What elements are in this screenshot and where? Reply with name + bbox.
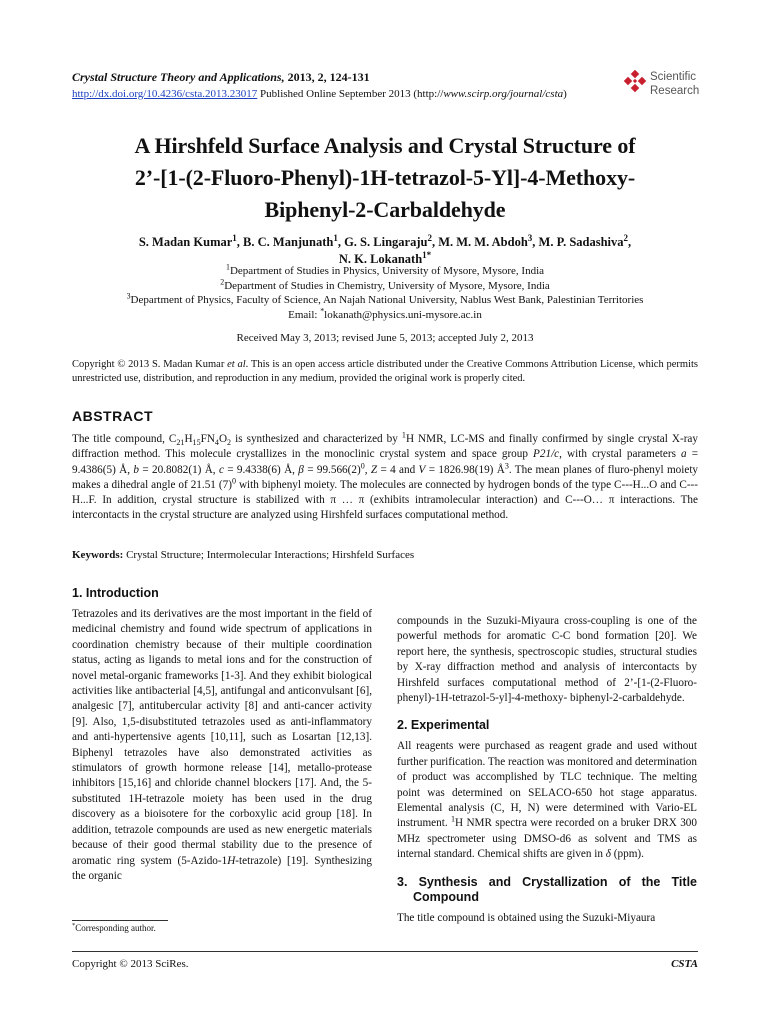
journal-name: Crystal Structure Theory and Applications — [72, 70, 282, 84]
author-affil-sup: 2 — [623, 232, 629, 243]
journal-separator: , — [281, 70, 288, 84]
param-value: = 4 and — [377, 463, 419, 476]
email-line — [60, 305, 710, 323]
affiliation — [60, 264, 710, 279]
abstract-frag: The title compound, C — [72, 433, 177, 445]
copyright-etal: et al — [227, 359, 246, 370]
section-heading-experimental: 2. Experimental — [397, 718, 490, 733]
abstract-frag: H — [184, 433, 193, 445]
intro-text: Tetrazoles and its derivatives are the most important in the field of medicinal chemistry and found wide spectrum of applications in coordination chemistry because of their multiple coordination status, acting as ligands to metal ions and for the construction of novel metal-organic frameworks [1-3]. And they exhibit biological activities like antibacterial [4,5], antifungal and anticonvulsant [6], analgesic [7], antitubercular activity [8] and anti-cancer activity [9]. Also, 1,5-disubstituted tetrazoles used as anti-inflammatory and anti-hypertensive agents [10,11], such as Losartan [12,13]. Biphenyl tetrazoles have also demonstrated activities as stimulators of growth hormone release [14], metallo-protease inhibitors [15,16] and chloride channel blockers [17]. And, the 5-substituted 1H-tetrazole moiety has been used in the drug discovery as a bioisotere for the corboxylic acid group [18]. In addition, tetrazole compounds are used as new energetic materials because of their good thermal stability due to the presence of aromatic ring system (5-Azido-1 — [72, 608, 372, 867]
author: S. Madan Kumar — [138, 235, 233, 249]
author-affil-sup: 1 — [232, 232, 237, 243]
abstract-text — [72, 432, 698, 524]
author: M. M. M. Abdoh — [438, 235, 528, 249]
published-text: Published Online September 2013 (http:// — [257, 88, 444, 100]
journal-header — [72, 70, 702, 101]
exp-text: H NMR spectra were recorded on a bruker DRX 300 MHz spectrometer using DMSO-d6 as solvent and TMS as internal standard. Chemical shifts are given in — [397, 817, 697, 861]
space-group: P21/c — [533, 448, 560, 461]
journal-citation — [72, 70, 702, 85]
abstract-heading: ABSTRACT — [72, 408, 153, 424]
footer-divider — [72, 951, 698, 952]
copyright-notice — [72, 358, 698, 386]
footer-journal-abbrev: CSTA — [671, 958, 698, 970]
keywords-text: Crystal Structure; Intermolecular Interactions; Hirshfeld Surfaces — [123, 549, 415, 561]
affiliation-sup: 2 — [220, 276, 225, 286]
author: N. K. Lokanath — [338, 252, 423, 266]
affiliation-sup: 3 — [126, 291, 131, 301]
affiliation-text: Department of Studies in Chemistry, University of Mysore, Mysore, India — [224, 279, 550, 292]
formula-sub: 21 — [176, 438, 185, 448]
affiliation-text: Department of Studies in Physics, University of Mysore, Mysore, India — [229, 265, 545, 277]
abstract-frag: with biphenyl moiety. The molecules are connected by hydrogen bonds of the type C---H...O and C---H...F. In addition, crystal structure is stabilized with π … π (exhibits intramolecular interaction) and C---O… π interactions. The intercontacts in the crystal structure are analyzed using Hirshfeld surfaces computational method. — [72, 478, 698, 522]
intro-italic: H — [227, 854, 236, 867]
nmr-sup: 1 — [451, 814, 456, 824]
volume-sup: 3 — [504, 460, 509, 470]
param-symbol: Z — [370, 463, 378, 476]
author-affil-sup: 3 — [527, 232, 533, 243]
footnote-sup: * — [72, 922, 76, 929]
abstract-frag: O — [218, 433, 228, 445]
author: G. S. Lingaraju — [344, 235, 428, 249]
param-value: = 9.4386(5) Å, — [72, 448, 699, 476]
email-label: Email: — [288, 308, 321, 321]
footer-copyright: Copyright © 2013 SciRes. — [72, 958, 189, 970]
author-affil-sup: 1* — [422, 249, 432, 260]
param-symbol: b — [133, 463, 139, 476]
nmr-sup: 1 — [401, 430, 406, 440]
keywords-label: Keywords: — [72, 549, 124, 561]
published-end: ) — [563, 88, 567, 100]
affiliation-sup: 1 — [225, 262, 230, 272]
title-line-2: 2’-[1-(2-Fluoro-Phenyl)-1H-tetrazol-5-Yl]-4-Methoxy- — [134, 165, 636, 190]
footnote-text: Corresponding author. — [75, 923, 156, 933]
intro-paragraph — [72, 607, 372, 884]
abstract-frag: , with crystal parameters — [559, 448, 682, 461]
author: M. P. Sadashiva — [538, 235, 624, 249]
author-sep: , — [628, 235, 632, 249]
affiliation — [60, 276, 710, 294]
formula-sub: 2 — [227, 438, 232, 448]
author-line-1 — [60, 234, 710, 251]
email-sup: * — [320, 305, 325, 315]
abstract-frag: FN — [200, 433, 215, 445]
formula-sub: 15 — [192, 438, 201, 448]
journal-issue: 2013, 2, 124-131 — [287, 70, 370, 84]
author-affil-sup: 2 — [427, 232, 432, 243]
abstract-frag: H NMR, LC-MS and finally confirmed by single crystal X-ray diffraction method. This molecule crystallizes in the monoclinic crystal system and space group — [72, 433, 698, 461]
author: B. C. Manjunath — [243, 235, 334, 249]
author-sep: , — [532, 235, 539, 249]
degree-sup: 0 — [360, 460, 365, 470]
logo-line-1: Scientific — [650, 71, 697, 83]
doi-link[interactable]: http://dx.doi.org/10.4236/csta.2013.23017 — [72, 88, 258, 100]
param-value: = 9.4338(6) Å, — [223, 463, 299, 476]
affiliation-text: Department of Physics, Faculty of Science, An Najah National University, Nablus West Bank, Palestinian Territories — [130, 294, 644, 306]
param-value: = 99.566(2) — [303, 463, 361, 476]
abstract-frag: is synthesized and characterized by — [231, 433, 402, 445]
param-symbol: a — [681, 448, 687, 461]
synthesis-paragraph: The title compound is obtained using the Suzuki-Miyaura — [397, 911, 656, 924]
received-dates: Received May 3, 2013; revised June 5, 2013; accepted July 2, 2013 — [236, 332, 534, 344]
email-address[interactable]: lokanath@physics.uni-mysore.ac.in — [324, 308, 482, 321]
section-heading-synthesis: 3. Synthesis and Crystallization of the Title Compound — [397, 874, 697, 904]
abstract-frag: , — [364, 463, 371, 476]
author-sep: , — [337, 235, 345, 249]
intro-continuation: compounds in the Suzuki-Miyaura cross-coupling is one of the powerful methods for aromatic C-C bond formation [20]. We report here, the synthesis, spectroscopic studies, structural studies by X-ray diffraction method and analysis of intercontacts by Hirshfeld surfaces computational method of 2’-[1-(2-Fluoro-phenyl)-1H-tetrazol-5-yl]-4-methoxy- biphenyl-2-carbaldehyde. — [397, 615, 697, 705]
title-line-3: Biphenyl-2-Carbaldehyde — [264, 197, 506, 222]
logo-text — [650, 71, 699, 98]
paper-title — [60, 130, 710, 226]
intro-text: -tetrazole) [19]. Synthesizing the organic — [72, 854, 372, 882]
experimental-paragraph — [397, 739, 697, 862]
copyright-after: . This is an open access article distributed under the Creative Commons Attribution License, which permits unrestricted use, distribution, and reproduction in any medium, provided the original work is properly cited. — [72, 359, 698, 384]
author-sep: , — [431, 235, 439, 249]
param-value: = 20.8082(1) Å, — [138, 463, 219, 476]
exp-text: All reagents were purchased as reagent grade and used without further purification. The reaction was monitored and determination of product was accomplished by TLC technique. The melting point was determined on SELACO-650 hot stage apparatus. Elemental analysis (C, H, N) were determined with Vario-EL instrument. — [397, 740, 697, 830]
right-column — [397, 614, 697, 926]
affiliations — [60, 264, 710, 322]
param-symbol: c — [218, 463, 224, 476]
title-line-1: A Hirshfeld Surface Analysis and Crystal Structure of — [134, 133, 636, 158]
param-value: = 1826.98(19) Å — [425, 463, 505, 476]
author-list — [60, 234, 710, 268]
delta-symbol: δ — [605, 848, 611, 861]
copyright-before: Copyright © 2013 S. Madan Kumar — [72, 359, 228, 370]
logo-line-2: Research — [650, 84, 700, 97]
author-affil-sup: 1 — [333, 232, 338, 243]
doi-line — [72, 84, 702, 101]
keywords — [72, 549, 698, 561]
formula-sub: 4 — [214, 438, 219, 448]
section-heading-introduction: 1. Introduction — [72, 586, 159, 600]
affiliation — [60, 293, 710, 308]
left-column — [72, 586, 372, 884]
journal-site: www.scirp.org/journal/csta — [443, 88, 564, 100]
param-symbol: β — [298, 463, 304, 476]
abstract-frag: . The mean planes of fluro-phenyl moiety makes a dihedral angle of 21.51 (7) — [72, 463, 699, 491]
footnote-divider — [72, 920, 168, 921]
scientific-research-logo — [622, 70, 732, 100]
exp-text: (ppm). — [610, 848, 644, 861]
footnote — [72, 923, 156, 933]
logo-diamond-icon — [622, 70, 648, 96]
param-symbol: V — [418, 463, 426, 476]
author-sep: , — [236, 235, 244, 249]
degree-sup: 0 — [231, 476, 236, 486]
